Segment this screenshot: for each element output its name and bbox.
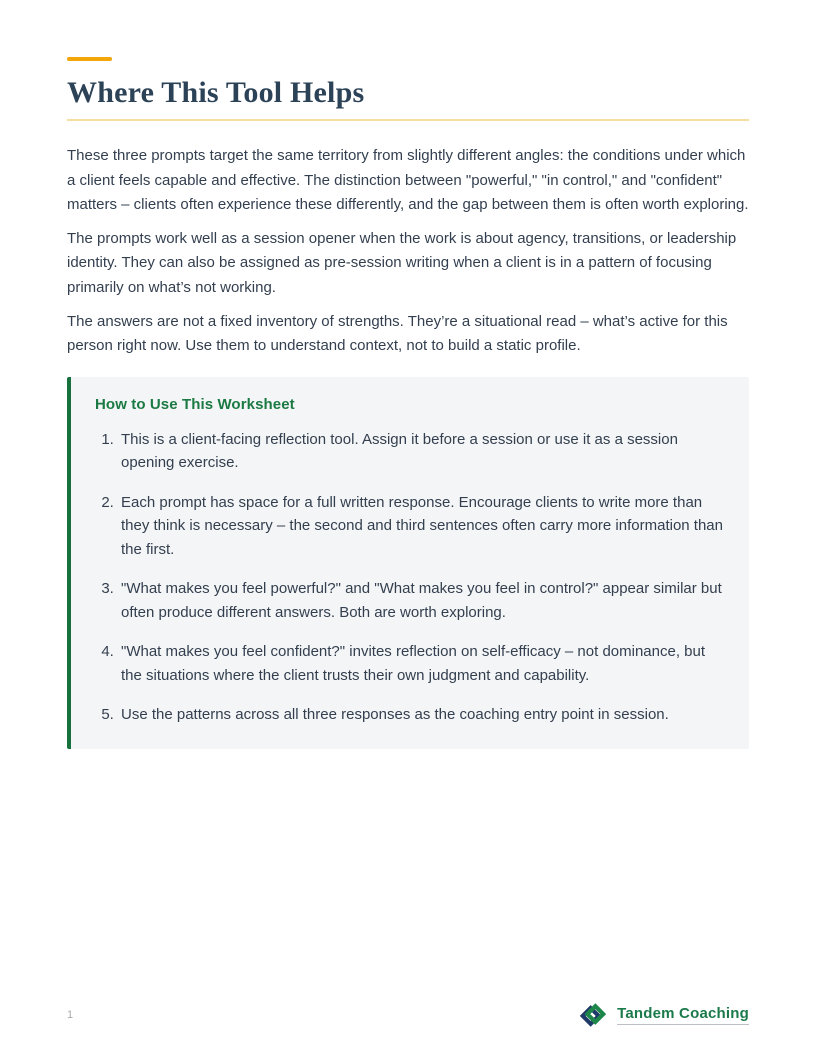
callout-title: How to Use This Worksheet bbox=[95, 395, 295, 413]
callout-list-item: 3. "What makes you feel powerful?" and "What makes you feel in control?" appear similar but often produce different answers. Both are worth exploring. bbox=[118, 577, 723, 624]
intro-section bbox=[67, 144, 749, 359]
callout-list-item: 4. "What makes you feel confident?" invites reflection on self-efficacy – not dominance, but the situations where the client trusts their own judgment and capability. bbox=[118, 640, 723, 687]
brand-name: Tandem Coaching bbox=[617, 1005, 749, 1025]
intro-paragraph: The prompts work well as a session opener when the work is about agency, transitions, or leadership identity. They can also be assigned as pre-session writing when a client is in a pattern of focusing primarily on what’s not working. bbox=[67, 229, 737, 296]
brand-logo bbox=[578, 1001, 749, 1029]
how-to-callout-box bbox=[67, 377, 749, 749]
intro-paragraph: These three prompts target the same territory from slightly different angles: the conditions under which a client feels capable and effective. The distinction between "powerful," "in control," and "confident" matters – clients often experience these differently, and the gap between them is often worth exploring. bbox=[67, 147, 749, 214]
callout-list bbox=[95, 428, 723, 727]
accent-bar bbox=[67, 57, 112, 61]
page-number: 1 bbox=[67, 1009, 74, 1021]
callout-list-item: 1. This is a client-facing reflection tool. Assign it before a session or use it as a session opening exercise. bbox=[118, 428, 723, 475]
content-area bbox=[67, 57, 749, 749]
intro-paragraph: The answers are not a fixed inventory of strengths. They’re a situational read – what’s active for this person right now. Use them to understand context, not to build a static profile. bbox=[67, 312, 728, 355]
callout-list-item: 2. Each prompt has space for a full written response. Encourage clients to write more than they think is necessary – the second and third sentences often carry more information than the first. bbox=[118, 491, 723, 562]
tandem-diamond-icon bbox=[578, 1001, 608, 1029]
title-divider bbox=[67, 119, 749, 121]
page-title: Where This Tool Helps bbox=[67, 76, 365, 109]
callout-list-item: 5. Use the patterns across all three responses as the coaching entry point in session. bbox=[118, 703, 723, 727]
